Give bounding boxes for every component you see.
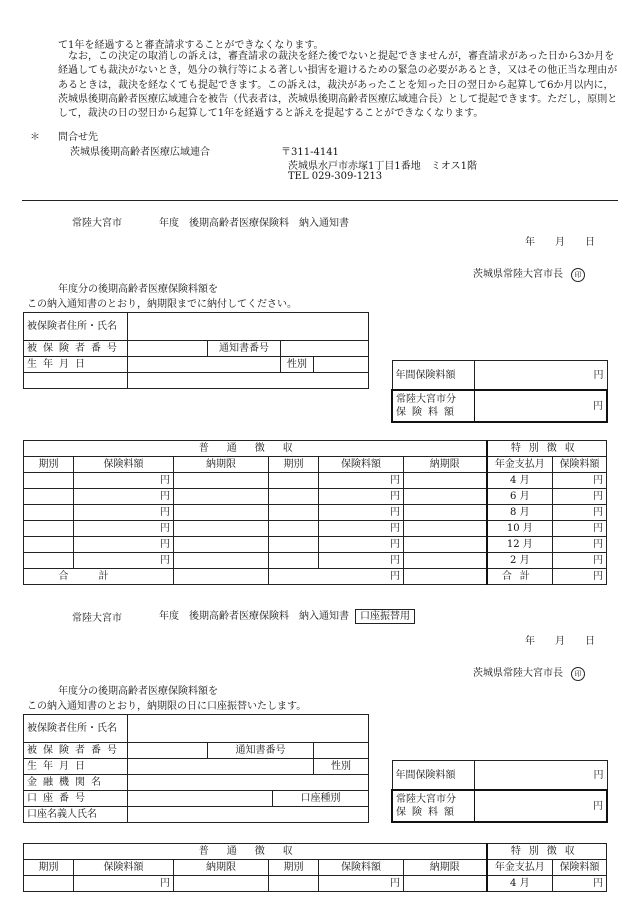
notice2-issuer (473, 664, 585, 681)
value-annual-premium: 円 (474, 761, 607, 791)
header-due: 納期限 (404, 860, 487, 876)
contact-title: 問合せ先 (58, 132, 98, 143)
cell-yen: 円 (319, 521, 404, 537)
value-annual-premium: 円 (474, 361, 607, 391)
label-insured-number: 被保険者番号 (24, 341, 128, 357)
field-account-number (128, 791, 273, 807)
notice2-city: 常陸大宮市 (72, 613, 122, 624)
cell-yen: 円 (553, 473, 607, 489)
header-pension-month: 年金支払月 (487, 860, 553, 876)
cell-yen: 円 (553, 505, 607, 521)
notice2-title: 年度 後期高齢者医療保険料 納入通知書 (159, 611, 349, 622)
notice2-schedule-table (23, 843, 607, 892)
label-total: 合計 (24, 569, 174, 585)
notice1-amount-table (391, 360, 608, 423)
header-amount: 保険料額 (553, 457, 607, 473)
field-account-holder (128, 807, 369, 823)
cell-month: 4 月 (487, 473, 553, 489)
cell-yen: 円 (319, 473, 404, 489)
seal-icon: 印 (571, 667, 585, 681)
notice2-intro1: 年度分の後期高齢者医療保険料額を (58, 686, 218, 697)
cell-yen: 円 (319, 537, 404, 553)
label-sex: 性別 (314, 759, 369, 775)
contact-org: 茨城県後期高齢者医療広域連合 (70, 147, 210, 158)
cell-yen: 円 (553, 553, 607, 569)
contact-tel: TEL 029-309-1213 (288, 171, 383, 182)
notice1-issuer-name: 茨城県常陸大宮市長 (473, 269, 563, 280)
seal-icon: 印 (571, 268, 585, 282)
table-row (24, 553, 607, 569)
value-total-special: 円 (553, 569, 607, 585)
field-address-name (128, 313, 369, 341)
value-total: 円 (269, 569, 404, 585)
header-term: 期別 (24, 457, 74, 473)
cell-yen: 円 (319, 505, 404, 521)
cell-month: 6 月 (487, 489, 553, 505)
field-extra-label (24, 373, 128, 389)
cell-yen: 円 (74, 553, 174, 569)
cell-yen: 円 (74, 489, 174, 505)
label-city-share (392, 790, 474, 822)
cell-yen: 円 (553, 876, 607, 892)
label-notice-number: 通知書番号 (208, 341, 281, 357)
notice2-amount-table (391, 760, 608, 823)
notice1-city: 常陸大宮市 (72, 218, 122, 229)
cell-month: 12 月 (487, 537, 553, 553)
field-insured-number (128, 743, 208, 759)
header-term: 期別 (269, 457, 319, 473)
cell-yen: 円 (319, 489, 404, 505)
header-amount: 保険料額 (553, 860, 607, 876)
cell-yen: 円 (319, 553, 404, 569)
field-sex (314, 357, 369, 373)
field-address-name (128, 715, 369, 743)
notice1-schedule-table (23, 440, 607, 585)
header-amount: 保険料額 (74, 860, 174, 876)
table-row (24, 505, 607, 521)
header-due: 納期限 (174, 860, 269, 876)
header-special-collection: 特別徴収 (487, 844, 607, 860)
cell-yen: 円 (319, 876, 404, 892)
label-birth-date: 生年月日 (24, 759, 128, 775)
city-share-line1: 常陸大宮市分 (396, 394, 456, 405)
table-row-total (24, 569, 607, 585)
notice2-title-row (159, 607, 415, 622)
contact-address: 茨城県水戸市赤塚1丁目1番地 ミオス1階 (288, 161, 477, 172)
label-sex: 性別 (281, 357, 314, 373)
label-total-special: 合計 (487, 569, 553, 585)
cell-yen: 円 (553, 489, 607, 505)
header-normal-collection: 普通徴収 (24, 441, 487, 457)
cell-month: 10 月 (487, 521, 553, 537)
header-amount: 保険料額 (74, 457, 174, 473)
label-city-share (392, 390, 474, 422)
cell-month: 2 月 (487, 553, 553, 569)
contact-postal: 〒311-4141 (281, 147, 339, 158)
header-due: 納期限 (174, 457, 269, 473)
cell-yen: 円 (74, 473, 174, 489)
label-account-number: 口座番号 (24, 791, 128, 807)
notice1-title: 年度 後期高齢者医療保険料 納入通知書 (159, 218, 349, 229)
cell-yen: 円 (553, 521, 607, 537)
header-amount: 保険料額 (319, 860, 404, 876)
notice1-issuer (473, 265, 585, 282)
table-row (24, 537, 607, 553)
section-divider (22, 200, 618, 201)
notice1-insured-table (23, 312, 369, 389)
cell-yen: 円 (74, 521, 174, 537)
field-extra (128, 373, 369, 389)
table-row (24, 489, 607, 505)
field-birth-date (128, 759, 314, 775)
label-annual-premium: 年間保険料額 (392, 761, 474, 791)
contact-mark: ＊ (30, 132, 40, 143)
header-normal-collection: 普通徴収 (24, 844, 487, 860)
cell-yen: 円 (74, 505, 174, 521)
notice1-date: 年 月 日 (525, 237, 595, 248)
cell-month: 4 月 (487, 876, 553, 892)
city-share-line2: 保険料額 (396, 407, 460, 418)
header-due: 納期限 (404, 457, 487, 473)
table-row (24, 521, 607, 537)
header-pension-month: 年金支払月 (487, 457, 553, 473)
header-special-collection: 特別徴収 (487, 441, 607, 457)
cell-yen: 円 (553, 537, 607, 553)
cell-month: 8 月 (487, 505, 553, 521)
appeal-paragraph: なお，この決定の取消しの訴えは，審査請求の裁決を経た後でないと提起できませんが，審査請求があった日から3か月を経過しても裁決がないとき，処分の執行等による著しい損害を避けるための緊急の必要があるとき，又はその他正当な理由があるときは，裁決を経なくても提起できます。この訴えは，裁決があったことを知った日の翌日から起算して6か月以内に，茨城県後期高齢者医療広域連合を被告（代表者は，茨城県後期高齢者医療広域連合長）として提起できます。ただし，原則として，裁決の日の翌日から起算して1年を経過すると訴えを提起することができなくなります。 (58, 51, 618, 120)
city-share-line2: 保険料額 (396, 807, 460, 818)
label-account-holder: 口座名義人氏名 (24, 807, 128, 823)
label-insured-number: 被保険者番号 (24, 743, 128, 759)
header-amount: 保険料額 (319, 457, 404, 473)
notice2-issuer-name: 茨城県常陸大宮市長 (473, 668, 563, 679)
cell-yen: 円 (74, 537, 174, 553)
account-transfer-tag: 口座振替用 (355, 609, 415, 624)
cell-yen: 円 (74, 876, 174, 892)
label-address-name: 被保険者住所・氏名 (24, 715, 128, 743)
label-notice-number: 通知書番号 (208, 743, 314, 759)
label-birth-date: 生年月日 (24, 357, 128, 373)
header-term: 期別 (24, 860, 74, 876)
city-share-line1: 常陸大宮市分 (396, 794, 456, 805)
notice2-date: 年 月 日 (525, 636, 595, 647)
notice2-intro2: この納入通知書のとおり，納期限の日に口座振替いたします。 (27, 701, 307, 712)
label-account-type: 口座種別 (273, 791, 369, 807)
label-address-name: 被保険者住所・氏名 (24, 313, 128, 341)
notice2-insured-table (23, 714, 369, 823)
field-notice-number (281, 341, 369, 357)
notice1-intro2: この納入通知書のとおり，納期限までに納付してください。 (27, 299, 297, 310)
value-city-share: 円 (474, 390, 607, 422)
notice1-intro1: 年度分の後期高齢者医療保険料額を (58, 284, 218, 295)
field-birth-date (128, 357, 281, 373)
label-annual-premium: 年間保険料額 (392, 361, 474, 391)
appeal-line: て1年を経過すると審査請求することができなくなります。 (58, 40, 324, 51)
table-row (24, 473, 607, 489)
field-insured-number (128, 341, 208, 357)
value-city-share: 円 (474, 790, 607, 822)
header-term: 期別 (269, 860, 319, 876)
field-notice-number (314, 743, 369, 759)
table-row (24, 876, 607, 892)
field-bank-name (128, 775, 369, 791)
label-bank-name: 金融機関名 (24, 775, 128, 791)
